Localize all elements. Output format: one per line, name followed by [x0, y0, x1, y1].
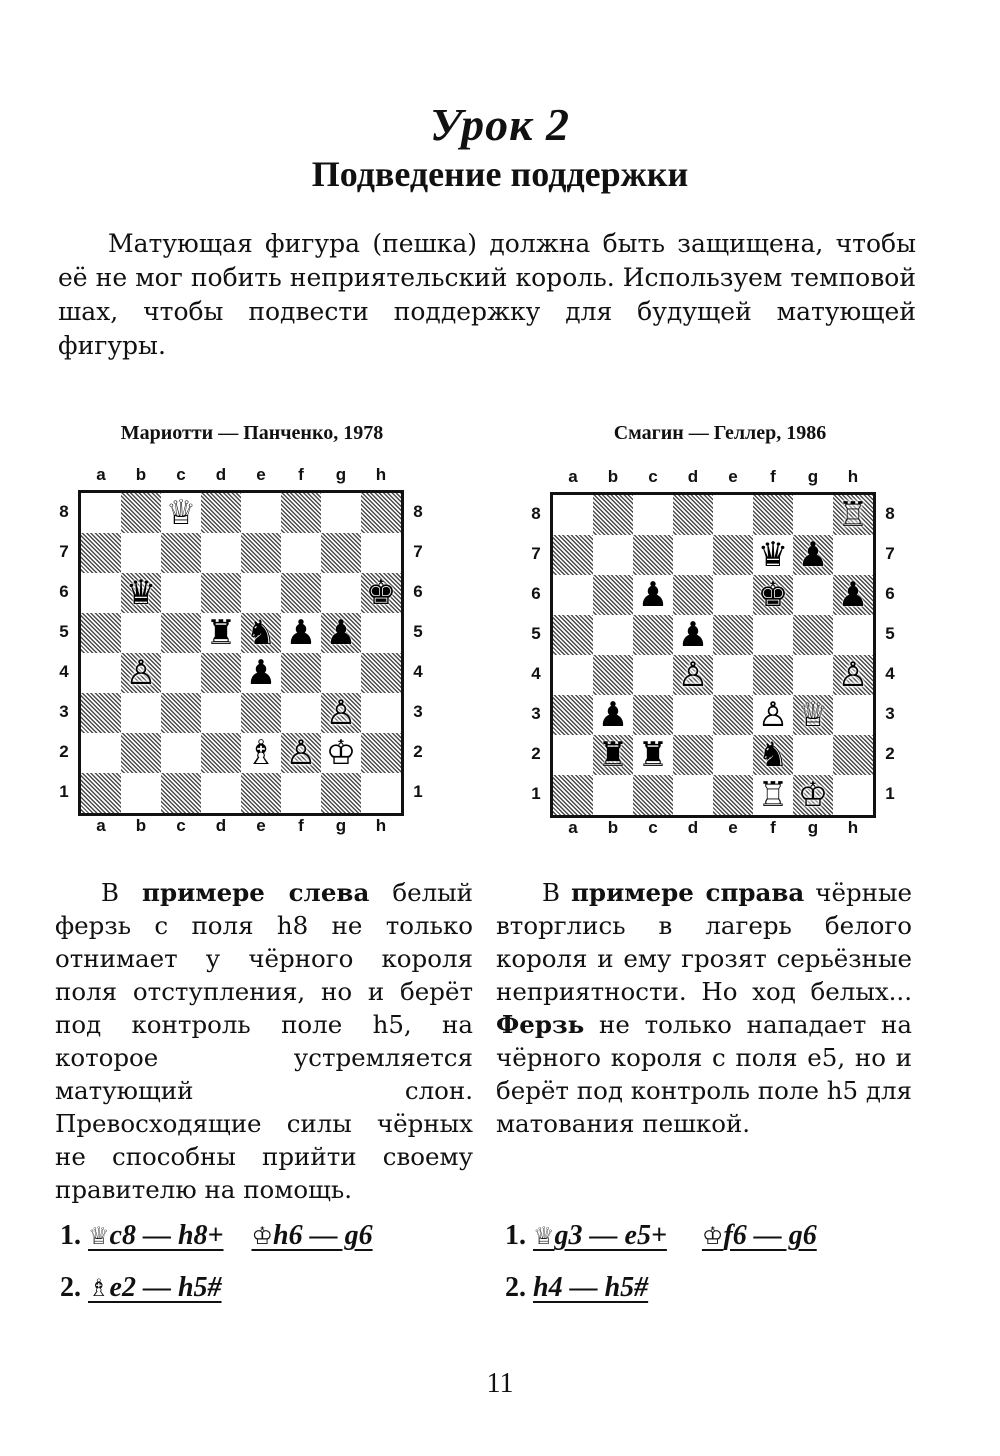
right-move-2-white: h4 — h5# [533, 1272, 649, 1303]
left-chess-diagram [48, 465, 438, 845]
left-square-e1 [241, 773, 281, 813]
left-rank-label-8: 8 [59, 502, 69, 521]
right-square-a8 [553, 495, 593, 535]
left-square-e5 [241, 613, 281, 653]
right-square-a6 [553, 575, 593, 615]
left-square-a1 [81, 773, 121, 813]
white-queen-icon: ♕ [165, 493, 197, 533]
left-square-b8 [121, 493, 161, 533]
left-square-g5 [321, 613, 361, 653]
black-king-icon: ♚ [757, 575, 789, 615]
right-file-label-g: g [807, 818, 819, 837]
right-file-label-f: f [770, 467, 776, 486]
left-square-d7 [201, 533, 241, 573]
bishop-icon: ♗ [88, 1274, 110, 1302]
right-move-2 [505, 1272, 648, 1304]
black-pawn-icon: ♟ [837, 575, 869, 615]
right-square-b2 [593, 735, 633, 775]
left-square-f2 [281, 733, 321, 773]
right-square-a5 [553, 615, 593, 655]
queen-icon: ♕ [533, 1222, 555, 1250]
right-square-e6 [713, 575, 753, 615]
left-square-h8 [361, 493, 401, 533]
left-file-label-f: f [298, 465, 304, 484]
white-king-icon: ♔ [325, 733, 357, 773]
move-number: 2. [60, 1272, 81, 1303]
move-number: 1. [60, 1220, 81, 1251]
white-rook-icon: ♖ [837, 495, 869, 535]
move-text: h6 — g6 [273, 1220, 373, 1251]
white-pawn-icon: ♙ [125, 653, 157, 693]
move-text: e2 — h5# [109, 1272, 222, 1303]
move-text: g3 — e5+ [554, 1220, 667, 1251]
left-square-a8 [81, 493, 121, 533]
right-file-label-e: e [728, 467, 738, 486]
right-file-label-h: h [847, 818, 859, 837]
left-move-1-white [88, 1220, 223, 1251]
left-square-a3 [81, 693, 121, 733]
right-square-b7 [593, 535, 633, 575]
right-file-label-c: c [648, 818, 658, 837]
left-square-h3 [361, 693, 401, 733]
left-square-g6 [321, 573, 361, 613]
page-number: 11 [486, 1368, 514, 1399]
right-square-a2 [553, 735, 593, 775]
black-rook-icon: ♜ [205, 613, 237, 653]
king-icon: ♔ [701, 1222, 724, 1250]
right-file-label-e: e [728, 818, 738, 837]
lesson-title: Урок 2 [430, 99, 570, 150]
right-rank-label-8: 8 [885, 504, 895, 523]
right-square-h4 [833, 655, 873, 695]
left-file-label-e: e [256, 465, 266, 484]
right-file-label-g: g [807, 467, 819, 486]
right-text-bold2: Ферзь [496, 1010, 585, 1039]
right-rank-label-1: 1 [885, 784, 895, 803]
black-pawn-icon: ♟ [677, 615, 709, 655]
white-queen-icon: ♕ [797, 695, 829, 735]
right-square-h1 [833, 775, 873, 815]
right-square-f1 [753, 775, 793, 815]
right-square-h6 [833, 575, 873, 615]
left-file-label-e: e [256, 816, 266, 835]
left-square-d8 [201, 493, 241, 533]
right-square-f3 [753, 695, 793, 735]
right-rank-label-3: 3 [885, 704, 895, 723]
left-move-1 [60, 1220, 373, 1252]
left-file-label-d: d [215, 465, 227, 484]
left-square-c6 [161, 573, 201, 613]
right-square-f7 [753, 535, 793, 575]
left-square-f1 [281, 773, 321, 813]
left-text-after: белый ферзь с поля h8 не только отнимает у чёрного короля поля отступления, но и берёт под контроль поле h5, на которое устремляется матующий слон. Превосходящие силы чёрных не способны прийти своему правителю на помощь. [55, 878, 474, 1204]
left-square-e4 [241, 653, 281, 693]
right-rank-label-2: 2 [885, 744, 895, 763]
left-square-b2 [121, 733, 161, 773]
right-square-c2 [633, 735, 673, 775]
white-bishop-icon: ♗ [245, 733, 277, 773]
left-square-h2 [361, 733, 401, 773]
right-rank-label-7: 7 [885, 544, 895, 563]
left-square-a4 [81, 653, 121, 693]
left-rank-label-5: 5 [59, 622, 69, 641]
right-square-e7 [713, 535, 753, 575]
right-square-c1 [633, 775, 673, 815]
move-text: c8 — h8+ [109, 1220, 224, 1251]
left-square-h5 [361, 613, 401, 653]
right-square-b5 [593, 615, 633, 655]
black-pawn-icon: ♟ [245, 653, 277, 693]
right-file-label-a: a [568, 467, 578, 486]
left-game-caption: Мариотти — Панченко, 1978 [120, 422, 384, 444]
left-square-f3 [281, 693, 321, 733]
right-square-g5 [793, 615, 833, 655]
left-square-f8 [281, 493, 321, 533]
right-square-d5 [673, 615, 713, 655]
right-square-c8 [633, 495, 673, 535]
right-square-h3 [833, 695, 873, 735]
left-square-c4 [161, 653, 201, 693]
intro-paragraph: Матующая фигура (пешка) должна быть защищена, чтобы её не мог побить неприятельский король. Используем темповой шах, чтобы подвести поддержку для будущей матующей фигуры. [58, 229, 916, 360]
right-file-label-h: h [847, 467, 859, 486]
left-text-bold: примере слева [142, 878, 370, 907]
left-rank-label-4: 4 [59, 662, 69, 681]
right-file-label-a: a [568, 818, 578, 837]
right-rank-label-7: 7 [531, 544, 541, 563]
left-rank-label-1: 1 [413, 782, 423, 801]
left-square-d1 [201, 773, 241, 813]
left-square-h7 [361, 533, 401, 573]
right-rank-label-5: 5 [531, 624, 541, 643]
left-file-label-a: a [96, 465, 106, 484]
right-file-label-b: b [607, 818, 619, 837]
left-file-label-g: g [335, 816, 347, 835]
move-number: 1. [505, 1220, 526, 1251]
left-square-c1 [161, 773, 201, 813]
left-square-e7 [241, 533, 281, 573]
right-square-h2 [833, 735, 873, 775]
left-file-label-b: b [135, 465, 147, 484]
left-text-before: В [101, 878, 143, 907]
right-explanation [496, 876, 912, 1140]
right-square-f8 [753, 495, 793, 535]
right-chess-diagram [520, 467, 910, 847]
right-square-d7 [673, 535, 713, 575]
right-square-f2 [753, 735, 793, 775]
left-rank-label-8: 8 [413, 502, 423, 521]
right-square-b3 [593, 695, 633, 735]
left-square-d5 [201, 613, 241, 653]
left-square-g1 [321, 773, 361, 813]
right-file-label-c: c [648, 467, 658, 486]
left-square-g2 [321, 733, 361, 773]
left-board [78, 490, 404, 816]
right-square-c3 [633, 695, 673, 735]
right-rank-label-3: 3 [531, 704, 541, 723]
white-pawn-icon: ♙ [677, 655, 709, 695]
left-square-b4 [121, 653, 161, 693]
right-square-b4 [593, 655, 633, 695]
right-square-a7 [553, 535, 593, 575]
right-square-e5 [713, 615, 753, 655]
right-square-d6 [673, 575, 713, 615]
left-square-a5 [81, 613, 121, 653]
left-square-f7 [281, 533, 321, 573]
right-square-g2 [793, 735, 833, 775]
left-square-c2 [161, 733, 201, 773]
right-text-bold: примере справа [571, 878, 805, 907]
left-square-b3 [121, 693, 161, 733]
right-square-e3 [713, 695, 753, 735]
left-square-a2 [81, 733, 121, 773]
right-rank-label-6: 6 [885, 584, 895, 603]
right-square-d8 [673, 495, 713, 535]
left-rank-label-3: 3 [413, 702, 423, 721]
black-pawn-icon: ♟ [637, 575, 669, 615]
right-square-e1 [713, 775, 753, 815]
right-square-b1 [593, 775, 633, 815]
left-file-label-a: a [96, 816, 106, 835]
black-queen-icon: ♛ [125, 573, 157, 613]
right-square-g8 [793, 495, 833, 535]
left-square-e2 [241, 733, 281, 773]
right-square-f4 [753, 655, 793, 695]
left-rank-label-6: 6 [59, 582, 69, 601]
black-pawn-icon: ♟ [597, 695, 629, 735]
right-square-e2 [713, 735, 753, 775]
left-square-e6 [241, 573, 281, 613]
right-square-g7 [793, 535, 833, 575]
left-square-c5 [161, 613, 201, 653]
left-square-a6 [81, 573, 121, 613]
white-king-icon: ♔ [797, 775, 829, 815]
left-square-h4 [361, 653, 401, 693]
left-rank-label-7: 7 [413, 542, 423, 561]
right-rank-label-2: 2 [531, 744, 541, 763]
left-square-g4 [321, 653, 361, 693]
lesson-subtitle: Подведение поддержки [311, 154, 689, 194]
right-rank-label-5: 5 [885, 624, 895, 643]
right-square-d3 [673, 695, 713, 735]
left-square-b1 [121, 773, 161, 813]
right-square-g1 [793, 775, 833, 815]
white-pawn-icon: ♙ [325, 693, 357, 733]
right-square-f5 [753, 615, 793, 655]
right-rank-label-4: 4 [885, 664, 895, 683]
right-text-after: чёрные вторглись в лагерь белого короля и ему грозят серьёзные неприятности. Но ход белых... [496, 878, 913, 1006]
left-rank-label-6: 6 [413, 582, 423, 601]
black-rook-icon: ♜ [597, 735, 629, 775]
left-square-d4 [201, 653, 241, 693]
left-file-label-b: b [135, 816, 147, 835]
right-square-f6 [753, 575, 793, 615]
right-square-c4 [633, 655, 673, 695]
left-square-f4 [281, 653, 321, 693]
left-rank-label-7: 7 [59, 542, 69, 561]
white-pawn-icon: ♙ [837, 655, 869, 695]
black-knight-icon: ♞ [245, 613, 277, 653]
right-game-caption: Смагин — Геллер, 1986 [613, 422, 827, 444]
left-file-label-c: c [176, 465, 186, 484]
left-explanation [55, 876, 473, 1206]
black-king-icon: ♚ [365, 573, 397, 613]
left-file-label-h: h [375, 816, 387, 835]
left-square-h6 [361, 573, 401, 613]
left-square-g3 [321, 693, 361, 733]
right-text-before: В [542, 878, 571, 907]
move-text: f6 — g6 [723, 1220, 817, 1251]
left-move-1-black [251, 1220, 372, 1251]
right-move-1 [505, 1220, 817, 1252]
left-rank-label-3: 3 [59, 702, 69, 721]
black-knight-icon: ♞ [757, 735, 789, 775]
right-square-b8 [593, 495, 633, 535]
black-pawn-icon: ♟ [797, 535, 829, 575]
right-square-g3 [793, 695, 833, 735]
left-square-c7 [161, 533, 201, 573]
left-square-d3 [201, 693, 241, 733]
right-square-h5 [833, 615, 873, 655]
left-file-label-h: h [375, 465, 387, 484]
right-board [550, 492, 876, 818]
right-square-d4 [673, 655, 713, 695]
left-square-c3 [161, 693, 201, 733]
right-square-d2 [673, 735, 713, 775]
left-rank-label-2: 2 [59, 742, 69, 761]
left-square-e8 [241, 493, 281, 533]
left-square-c8 [161, 493, 201, 533]
right-text-after2: не только нападает на чёрного короля с поля e5, но и берёт под контроль поле h5 для матования пешкой. [496, 1010, 912, 1138]
left-square-f5 [281, 613, 321, 653]
right-square-e4 [713, 655, 753, 695]
black-pawn-icon: ♟ [285, 613, 317, 653]
right-move-1-white [533, 1220, 667, 1251]
right-square-a1 [553, 775, 593, 815]
right-square-g4 [793, 655, 833, 695]
right-square-a3 [553, 695, 593, 735]
black-pawn-icon: ♟ [325, 613, 357, 653]
right-square-a4 [553, 655, 593, 695]
left-move-2 [60, 1272, 222, 1304]
right-rank-label-6: 6 [531, 584, 541, 603]
left-square-b6 [121, 573, 161, 613]
left-square-f6 [281, 573, 321, 613]
right-square-c5 [633, 615, 673, 655]
right-square-g6 [793, 575, 833, 615]
left-square-a7 [81, 533, 121, 573]
left-square-d2 [201, 733, 241, 773]
left-square-e3 [241, 693, 281, 733]
right-rank-label-1: 1 [531, 784, 541, 803]
left-square-g7 [321, 533, 361, 573]
left-rank-label-2: 2 [413, 742, 423, 761]
right-square-h7 [833, 535, 873, 575]
right-file-label-d: d [687, 467, 699, 486]
white-rook-icon: ♖ [757, 775, 789, 815]
right-square-b6 [593, 575, 633, 615]
left-file-label-c: c [176, 816, 186, 835]
left-square-g8 [321, 493, 361, 533]
left-square-b5 [121, 613, 161, 653]
left-rank-label-4: 4 [413, 662, 423, 681]
left-square-d6 [201, 573, 241, 613]
right-file-label-d: d [687, 818, 699, 837]
right-square-c6 [633, 575, 673, 615]
right-file-label-f: f [770, 818, 776, 837]
right-square-h8 [833, 495, 873, 535]
left-square-b7 [121, 533, 161, 573]
right-square-c7 [633, 535, 673, 575]
left-rank-label-1: 1 [59, 782, 69, 801]
right-move-1-black [702, 1220, 817, 1251]
black-queen-icon: ♛ [757, 535, 789, 575]
left-file-label-g: g [335, 465, 347, 484]
left-file-label-d: d [215, 816, 227, 835]
black-rook-icon: ♜ [637, 735, 669, 775]
right-rank-label-4: 4 [531, 664, 541, 683]
left-square-h1 [361, 773, 401, 813]
king-icon: ♔ [251, 1222, 273, 1250]
right-file-label-b: b [607, 467, 619, 486]
left-rank-label-5: 5 [413, 622, 423, 641]
white-pawn-icon: ♙ [285, 733, 317, 773]
left-move-2-white [88, 1272, 222, 1303]
right-rank-label-8: 8 [531, 504, 541, 523]
move-number: 2. [505, 1272, 526, 1303]
right-square-d1 [673, 775, 713, 815]
white-pawn-icon: ♙ [757, 695, 789, 735]
right-square-e8 [713, 495, 753, 535]
left-file-label-f: f [298, 816, 304, 835]
queen-icon: ♕ [88, 1222, 110, 1250]
